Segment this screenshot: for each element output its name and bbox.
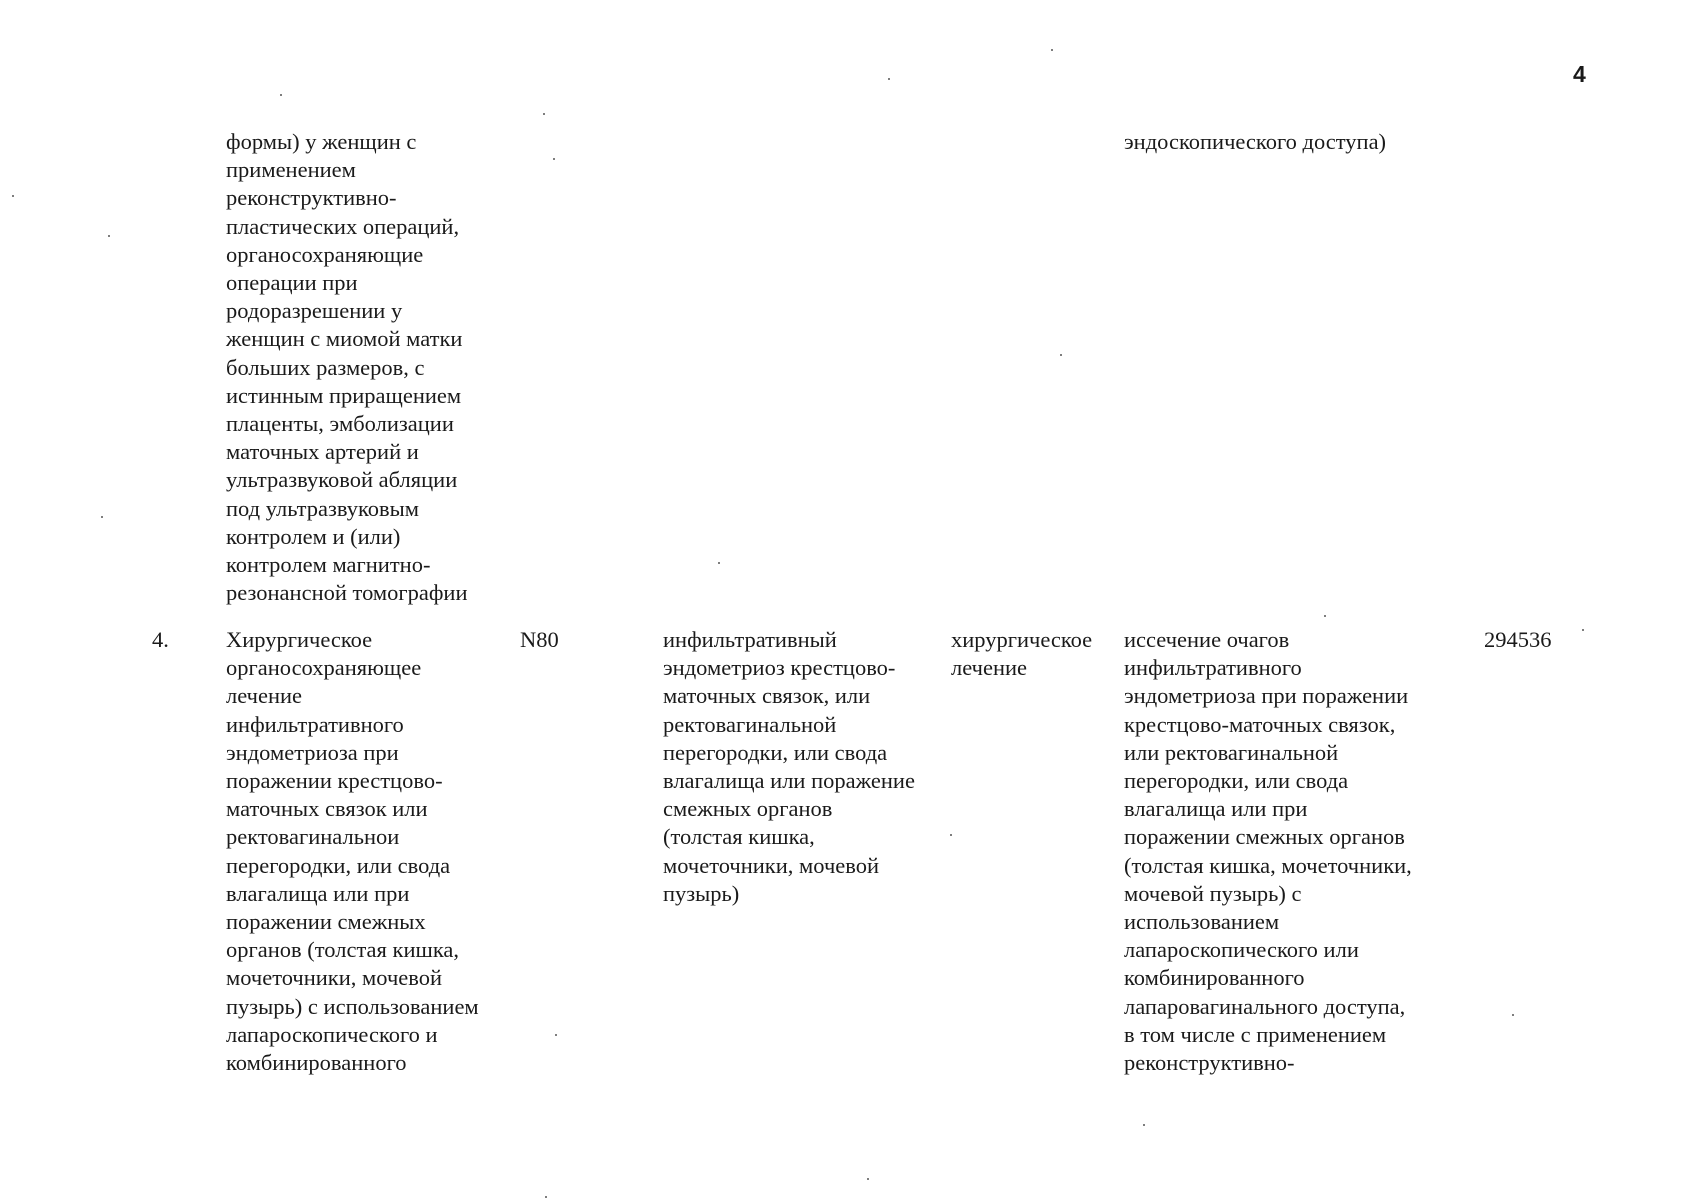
scan-speck [1512,1014,1514,1016]
scan-speck [553,158,555,160]
scan-speck [543,113,545,115]
row-cost: 294536 [1484,627,1552,652]
scan-speck [1051,49,1053,51]
scan-speck [545,1196,547,1198]
scan-speck [12,195,14,197]
row-method: иссечение очагов инфильтративного эндометриоза при поражении крестцово-маточных связок, или ректовагинальной перегородки, или свода влагалища или при поражении смежных органов (толстая кишка, мочеточники, мочевой пузырь) с использованием лапароскопического или комбинированного лапаровагинального доступа, в том числе с применением реконструктивно- [1124,627,1412,1076]
scan-speck [718,562,720,564]
row-code: N80 [520,627,559,652]
scan-speck [555,1034,557,1036]
scan-speck [1060,354,1062,356]
continuation-procedure-text: формы) у женщин с применением реконструктивно- пластических операций, органосохраняющие операции при родоразрешении у женщин с миомой матки больших размеров, с истинным приращением плаценты, эмболизации маточных артерий и ультразвуковой абляции под ультразвуковым контролем и (или) контролем магнитно- резонансной томографии [226,129,468,606]
row-procedure: Хирургическое органосохраняющее лечение инфильтративного эндометриоза при поражении крестцово- маточных связок или ректовагинальнои перегородки, или свода влагалища или при поражении смежных органов (толстая кишка, мочеточники, мочевой пузырь) с использованием лапароскопического и комбинированного [226,627,479,1076]
row-diagnosis: инфильтративный эндометриоз крестцово- маточных связок, или ректовагинальной перегородки, или свода влагалища или поражение смежных органов (толстая кишка, мочеточники, мочевой пузырь) [663,627,915,906]
row-number: 4. [152,627,169,652]
page-number: 4 [1573,61,1586,87]
scan-speck [888,78,890,80]
scan-speck [1582,629,1584,631]
row-treatment-type: хирургическое лечение [951,627,1093,681]
continuation-method-text: эндоскопического доступа) [1124,129,1387,154]
scan-speck [867,1178,869,1180]
scan-speck [950,834,952,836]
scan-speck [101,516,103,518]
scan-speck [108,235,110,237]
scan-speck [1324,615,1326,617]
scan-speck [280,94,282,96]
scan-speck [1143,1124,1145,1126]
